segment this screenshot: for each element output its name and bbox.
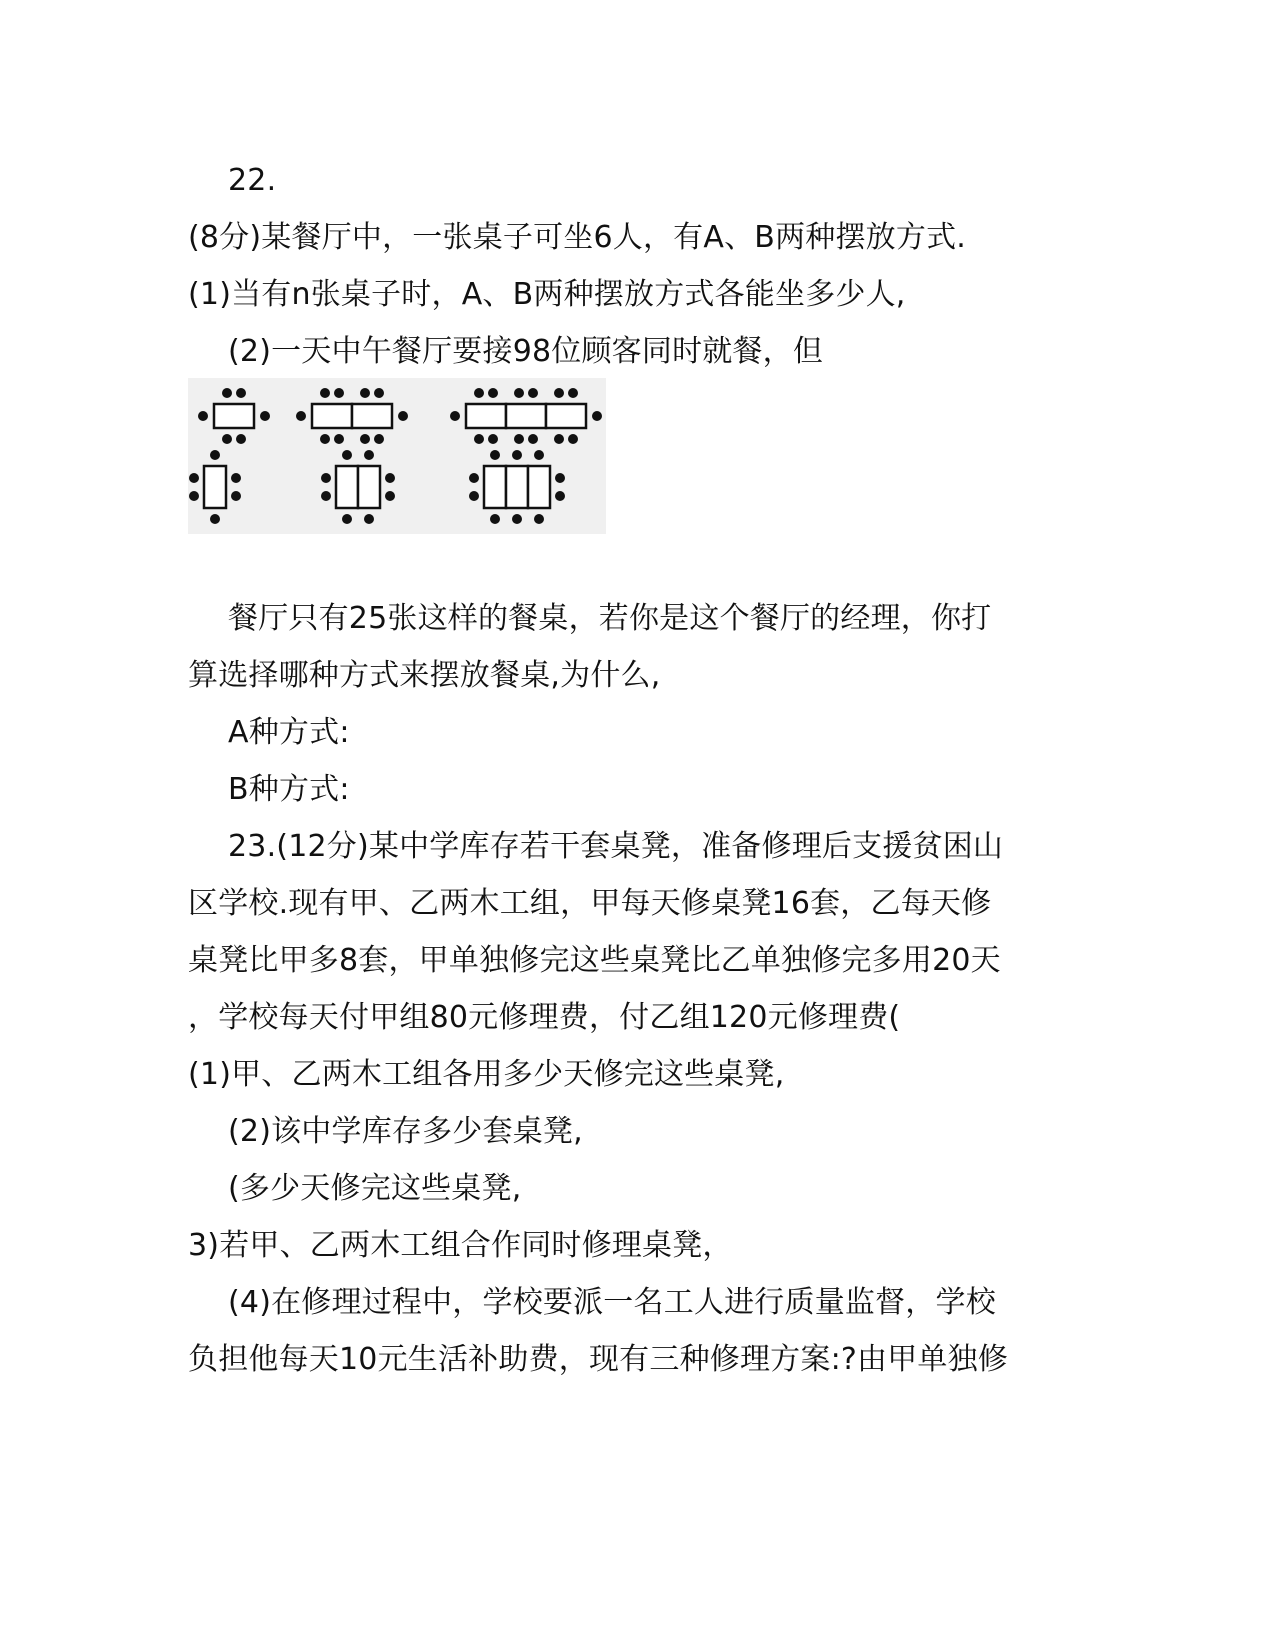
seat-dot xyxy=(189,473,199,483)
seat-dot xyxy=(321,491,331,501)
seat-dot xyxy=(534,514,544,524)
arrangement-b-table xyxy=(358,466,380,508)
seat-dot xyxy=(222,434,232,444)
seat-dot xyxy=(469,491,479,501)
seat-dot xyxy=(198,411,208,421)
arrangement-a-table xyxy=(546,404,586,428)
seat-dot xyxy=(320,434,330,444)
arrangement-a-table xyxy=(352,404,392,428)
arrangement-a-table xyxy=(506,404,546,428)
question-22-continuation-1: 餐厅只有25张这样的餐桌，若你是这个餐厅的经理，你打 xyxy=(228,601,992,636)
seat-dot xyxy=(568,434,578,444)
arrangement-b-group xyxy=(469,450,565,524)
seat-dot xyxy=(554,434,564,444)
seat-dot xyxy=(385,491,395,501)
seat-dot xyxy=(342,450,352,460)
seat-dot xyxy=(514,388,524,398)
seat-dot xyxy=(474,434,484,444)
seat-dot xyxy=(385,473,395,483)
seat-dot xyxy=(555,491,565,501)
seat-dot xyxy=(334,388,344,398)
seat-dot xyxy=(490,450,500,460)
seat-dot xyxy=(296,411,306,421)
question-23-stem-1: 23.(12分)某中学库存若干套桌凳，准备修理后支援贫困山 xyxy=(228,829,1004,864)
arrangement-a-row xyxy=(198,388,602,444)
arrangement-a-group xyxy=(296,388,408,444)
seat-dot xyxy=(474,388,484,398)
seat-dot xyxy=(592,411,602,421)
question-22-part-2: (2)一天中午餐厅要接98位顾客同时就餐，但 xyxy=(228,334,824,369)
seat-dot xyxy=(568,388,578,398)
arrangement-a-table xyxy=(466,404,506,428)
arrangement-a-table xyxy=(214,404,254,428)
question-23-stem-2: 区学校.现有甲、乙两木工组，甲每天修桌凳16套，乙每天修 xyxy=(188,886,992,921)
seat-dot xyxy=(364,514,374,524)
question-23-part-3: 3)若甲、乙两木工组合作同时修理桌凳， xyxy=(188,1228,733,1263)
answer-label-b: B种方式: xyxy=(228,772,350,807)
question-22-number: 22. xyxy=(228,163,277,198)
arrangement-b-group xyxy=(321,450,395,524)
seat-dot xyxy=(231,491,241,501)
seat-dot xyxy=(488,434,498,444)
seat-dot xyxy=(514,434,524,444)
seat-dot xyxy=(236,434,246,444)
seat-dot xyxy=(360,434,370,444)
seat-dot xyxy=(210,514,220,524)
arrangement-a-group xyxy=(450,388,602,444)
seat-dot xyxy=(231,473,241,483)
arrangement-b-row xyxy=(189,450,565,524)
arrangement-b-table xyxy=(528,466,550,508)
question-23-stem-3: 桌凳比甲多8套，甲单独修完这些桌凳比乙单独修完多用20天 xyxy=(188,943,1001,978)
seat-dot xyxy=(210,450,220,460)
seat-dot xyxy=(320,388,330,398)
arrangement-b-group xyxy=(189,450,241,524)
seat-dot xyxy=(534,450,544,460)
question-23-part-4: (4)在修理过程中，学校要派一名工人进行质量监督，学校 xyxy=(228,1285,996,1320)
arrangement-a-group xyxy=(198,388,270,444)
seat-dot xyxy=(374,434,384,444)
seat-dot xyxy=(360,388,370,398)
arrangement-b-table xyxy=(204,466,226,508)
seat-dot xyxy=(222,388,232,398)
question-23-part-2: (2)该中学库存多少套桌凳, xyxy=(228,1114,583,1149)
seat-dot xyxy=(321,473,331,483)
seat-dot xyxy=(450,411,460,421)
seat-dot xyxy=(189,491,199,501)
question-22-part-1: (1)当有n张桌子时，A、B两种摆放方式各能坐多少人, xyxy=(188,277,906,312)
question-23-part-2b: (多少天修完这些桌凳, xyxy=(228,1171,522,1206)
table-arrangement-figure xyxy=(188,378,606,534)
seat-dot xyxy=(528,388,538,398)
seat-dot xyxy=(512,514,522,524)
question-23-part-1: (1)甲、乙两木工组各用多少天修完这些桌凳, xyxy=(188,1057,785,1092)
seat-dot xyxy=(374,388,384,398)
question-22-continuation-2: 算选择哪种方式来摆放餐桌,为什么, xyxy=(188,658,661,693)
arrangement-b-table xyxy=(484,466,506,508)
seat-dot xyxy=(512,450,522,460)
arrangement-b-table xyxy=(336,466,358,508)
seat-dot xyxy=(260,411,270,421)
seat-dot xyxy=(398,411,408,421)
seat-dot xyxy=(488,388,498,398)
seat-dot xyxy=(342,514,352,524)
table-arrangement-diagram xyxy=(188,378,606,534)
arrangement-a-table xyxy=(312,404,352,428)
arrangement-b-table xyxy=(506,466,528,508)
seat-dot xyxy=(555,473,565,483)
question-23-part-4b: 负担他每天10元生活补助费，现有三种修理方案:?由甲单独修 xyxy=(188,1342,1009,1377)
question-22-stem: (8分)某餐厅中，一张桌子可坐6人，有A、B两种摆放方式. xyxy=(188,220,967,255)
seat-dot xyxy=(469,473,479,483)
answer-label-a: A种方式: xyxy=(228,715,350,750)
seat-dot xyxy=(554,388,564,398)
seat-dot xyxy=(490,514,500,524)
seat-dot xyxy=(236,388,246,398)
seat-dot xyxy=(364,450,374,460)
seat-dot xyxy=(528,434,538,444)
seat-dot xyxy=(334,434,344,444)
question-23-stem-4: ，学校每天付甲组80元修理费，付乙组120元修理费( xyxy=(188,1000,901,1035)
